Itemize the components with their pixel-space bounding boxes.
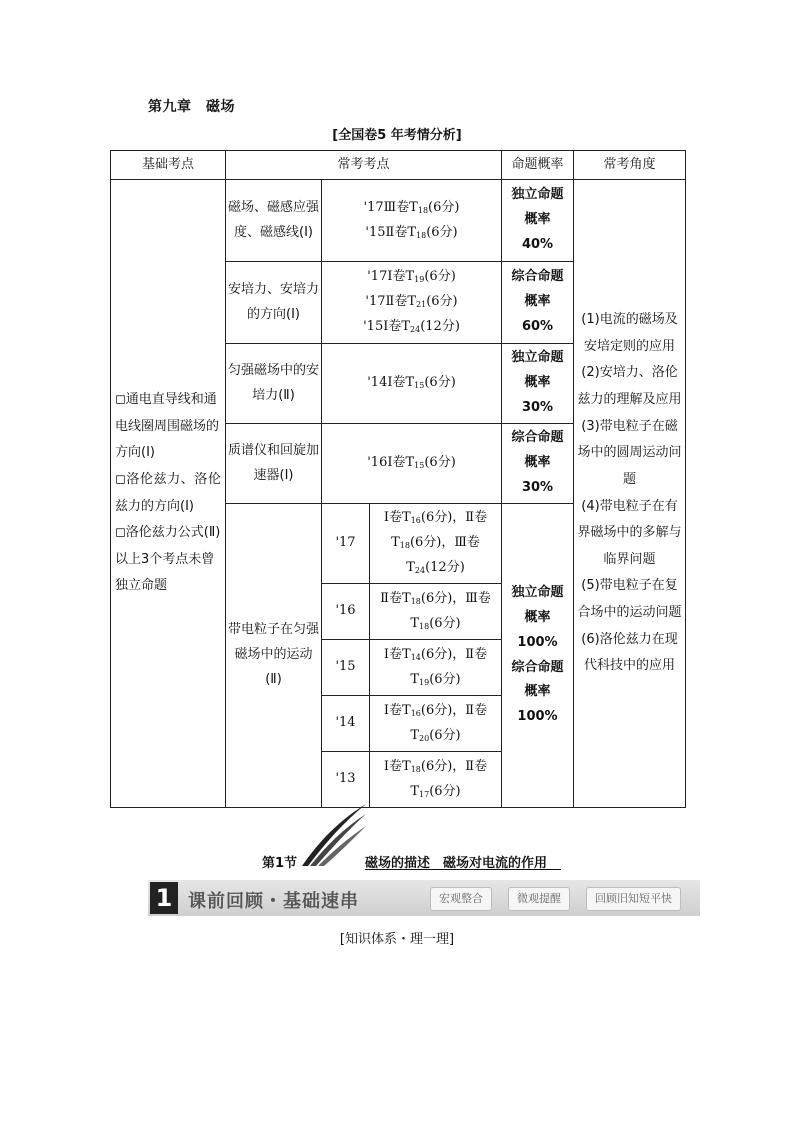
angle-item: (6)洛伦兹力在现代科技中的应用 bbox=[581, 631, 678, 674]
rate-line: 概率 bbox=[524, 455, 551, 471]
angle-item: (5)带电粒子在复合场中的运动问题 bbox=[577, 578, 682, 621]
exam-cell bbox=[322, 180, 502, 262]
banner-title: 课前回顾・基础速串 bbox=[188, 891, 359, 912]
rate-cell bbox=[502, 262, 574, 344]
section-title: 磁场的描述 磁场对电流的作用 bbox=[365, 856, 548, 871]
rate-line: 概率 bbox=[524, 375, 551, 391]
knowledge-subtitle: [知识体系・理一理] bbox=[339, 932, 455, 947]
point-cell: 带电粒子在匀强磁场中的运动(Ⅱ) bbox=[226, 504, 322, 808]
rate-line: 综合命题 bbox=[511, 269, 564, 285]
table-row bbox=[111, 180, 686, 262]
rate-line: 概率 bbox=[524, 684, 551, 700]
table-header-row bbox=[111, 151, 686, 180]
basic-point: 以上3个考点未曾独立命题 bbox=[115, 551, 215, 594]
point-cell: 安培力、安培力的方向(Ⅰ) bbox=[226, 262, 322, 344]
rate-line: 100% bbox=[517, 634, 558, 650]
year-cell: '14 bbox=[322, 696, 370, 752]
section-underline bbox=[365, 869, 561, 870]
rate-cell bbox=[502, 344, 574, 424]
year-cell: '17 bbox=[322, 504, 370, 584]
rate-line: 独立命题 bbox=[511, 187, 564, 203]
exam-cell: Ⅰ卷$T_{14}(6$分)，Ⅱ卷$T_{19}(6$分) bbox=[370, 640, 502, 696]
exam-cell bbox=[322, 424, 502, 504]
angles-cell bbox=[574, 180, 686, 808]
exam-cell: Ⅰ卷$T_{16}(6$分)，Ⅱ卷$T_{18}(6$分)，Ⅲ卷$T_{24}(12$分) bbox=[370, 504, 502, 584]
basic-point: ◻洛伦兹力公式(Ⅱ) bbox=[115, 525, 221, 541]
rate-cell bbox=[502, 180, 574, 262]
header-basic: 基础考点 bbox=[111, 151, 226, 180]
rate-cell bbox=[502, 424, 574, 504]
section-number: 第1节 bbox=[262, 856, 298, 871]
angle-item: (3)带电粒子在磁场中的圆周运动问题 bbox=[577, 418, 682, 487]
rate-line: 概率 bbox=[524, 212, 551, 228]
chapter-title: 第九章 磁场 bbox=[148, 99, 235, 115]
basic-point: ◻通电直导线和通电线圈周围磁场的方向(Ⅰ) bbox=[115, 391, 220, 461]
exam-entry: '17Ⅲ卷$T_{18}(6$分) bbox=[363, 199, 460, 215]
year-cell: '13 bbox=[322, 752, 370, 808]
banner-tag: 回顾旧知短平快 bbox=[586, 887, 681, 911]
exam-entry: '17Ⅱ卷$T_{21}(6$分) bbox=[365, 294, 458, 310]
exam-analysis-table bbox=[110, 150, 686, 808]
rate-line: 60% bbox=[521, 318, 554, 334]
rate-line: 综合命题 bbox=[511, 430, 564, 446]
basic-point: ◻洛伦兹力、洛伦兹力的方向(Ⅰ) bbox=[115, 471, 221, 514]
point-cell: 匀强磁场中的安培力(Ⅱ) bbox=[226, 344, 322, 424]
angle-item: (1)电流的磁场及安培定则的应用 bbox=[581, 312, 678, 354]
exam-cell bbox=[322, 262, 502, 344]
section-banner bbox=[148, 880, 700, 916]
header-common: 常考考点 bbox=[226, 151, 502, 180]
decorative-swoosh-icon bbox=[300, 800, 370, 870]
exam-cell: Ⅰ卷$T_{16}(6$分)，Ⅱ卷$T_{20}(6$分) bbox=[370, 696, 502, 752]
table-title: [全国卷5 年考情分析] bbox=[332, 128, 462, 143]
exam-entry: '14Ⅰ卷$T_{15}(6$分) bbox=[367, 375, 456, 391]
banner-number: 1 bbox=[150, 882, 178, 914]
rate-line: 综合命题 bbox=[511, 659, 564, 675]
point-cell: 磁场、磁感应强度、磁感线(Ⅰ) bbox=[226, 180, 322, 262]
exam-entry: '17Ⅰ卷$T_{19}(6$分) bbox=[367, 269, 456, 285]
year-cell: '15 bbox=[322, 640, 370, 696]
rate-line: 独立命题 bbox=[511, 585, 564, 601]
year-cell: '16 bbox=[322, 584, 370, 640]
exam-entry: '16Ⅰ卷$T_{15}(6$分) bbox=[367, 455, 456, 471]
rate-line: 100% bbox=[517, 708, 558, 724]
rate-cell bbox=[502, 504, 574, 808]
exam-entry: '15Ⅰ卷$T_{24}(12$分) bbox=[363, 318, 460, 334]
exam-entry: '15Ⅱ卷$T_{18}(6$分) bbox=[365, 224, 458, 240]
exam-cell: Ⅱ卷$T_{18}(6$分)，Ⅲ卷$T_{18}(6$分) bbox=[370, 584, 502, 640]
rate-line: 40% bbox=[521, 236, 554, 252]
angle-item: (4)带电粒子在有界磁场中的多解与临界问题 bbox=[577, 498, 682, 567]
rate-line: 概率 bbox=[524, 294, 551, 310]
basic-points-cell bbox=[111, 180, 226, 808]
banner-tag: 微观提醒 bbox=[508, 887, 570, 911]
rate-line: 30% bbox=[521, 479, 554, 495]
header-rate: 命题概率 bbox=[502, 151, 574, 180]
header-angle: 常考角度 bbox=[574, 151, 686, 180]
exam-cell bbox=[322, 344, 502, 424]
rate-line: 30% bbox=[521, 399, 554, 415]
rate-line: 概率 bbox=[524, 610, 551, 626]
angle-item: (2)安培力、洛伦兹力的理解及应用 bbox=[577, 365, 682, 407]
exam-cell: Ⅰ卷$T_{18}(6$分)，Ⅱ卷$T_{17}(6$分) bbox=[370, 752, 502, 808]
point-cell: 质谱仪和回旋加速器(Ⅰ) bbox=[226, 424, 322, 504]
rate-line: 独立命题 bbox=[511, 350, 564, 366]
banner-tag: 宏观整合 bbox=[430, 887, 492, 911]
